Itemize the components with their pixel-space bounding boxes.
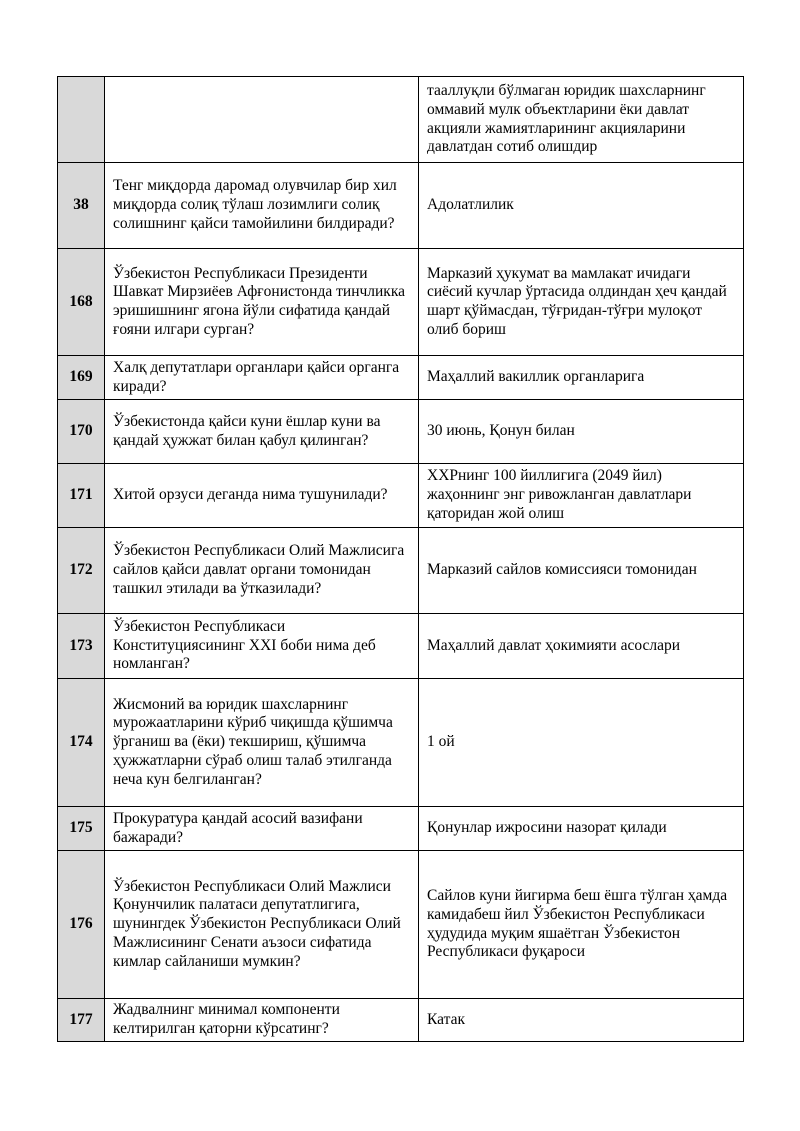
answer-cell: ХХРнинг 100 йиллигига (2049 йил) жаҳоннинг энг ривожланган давлатлари қаторидан жой олиш xyxy=(419,464,744,528)
row-number: 38 xyxy=(58,163,105,249)
question-cell: Халқ депутатлари органлари қайси органга киради? xyxy=(105,356,419,400)
row-number: 174 xyxy=(58,679,105,807)
question-cell: Жисмоний ва юридик шахсларнинг мурожаатларини кўриб чиқишда қўшимча ўрганиш ва (ёки) текшириш, қўшимча ҳужжатларни сўраб олиш талаб этилганда неча кун белгиланган? xyxy=(105,679,419,807)
row-number: 168 xyxy=(58,249,105,356)
answer-cell: тааллуқли бўлмаган юридик шахсларнинг оммавий мулк объектларини ёки давлат акцияли жамиятларининг акцияларини давлатдан сотиб олишдир xyxy=(419,77,744,163)
qa-table xyxy=(57,76,744,1042)
answer-cell: Маҳаллий давлат ҳокимияти асослари xyxy=(419,614,744,679)
row-number: 176 xyxy=(58,851,105,999)
question-cell: Ўзбекистон Республикаси Олий Мажлисига сайлов қайси давлат органи томонидан ташкил этилади ва ўтказилади? xyxy=(105,528,419,614)
row-number: 177 xyxy=(58,999,105,1042)
row-number: 169 xyxy=(58,356,105,400)
answer-cell: Адолатлилик xyxy=(419,163,744,249)
answer-cell: Сайлов куни йигирма беш ёшга тўлган ҳамда камидабеш йил Ўзбекистон Республикаси ҳудудида муқим яшаётган Ўзбекистон Республикаси фуқароси xyxy=(419,851,744,999)
question-cell: Ўзбекистонда қайси куни ёшлар куни ва қандай ҳужжат билан қабул қилинган? xyxy=(105,400,419,464)
row-number xyxy=(58,77,105,163)
answer-cell: Марказий ҳукумат ва мамлакат ичидаги сиёсий кучлар ўртасида олдиндан ҳеч қандай шарт қўймасдан, тўғридан-тўғри мулоқот олиб бориш xyxy=(419,249,744,356)
answer-cell: Марказий сайлов комиссияси томонидан xyxy=(419,528,744,614)
question-cell: Ўзбекистон Республикаси Президенти Шавкат Мирзиёев Афғонистонда тинчликка эришишнинг ягона йўли сифатида қандай ғояни илгари сурган? xyxy=(105,249,419,356)
row-number: 171 xyxy=(58,464,105,528)
table-row xyxy=(58,528,744,614)
table-row xyxy=(58,356,744,400)
table-row xyxy=(58,679,744,807)
question-cell xyxy=(105,77,419,163)
row-number: 172 xyxy=(58,528,105,614)
question-cell: Жадвалнинг минимал компоненти келтирилган қаторни кўрсатинг? xyxy=(105,999,419,1042)
answer-cell: Қонунлар ижросини назорат қилади xyxy=(419,807,744,851)
table-row xyxy=(58,999,744,1042)
table-row xyxy=(58,464,744,528)
answer-cell: Катак xyxy=(419,999,744,1042)
table-row xyxy=(58,400,744,464)
answer-cell: 30 июнь, Қонун билан xyxy=(419,400,744,464)
table-row xyxy=(58,614,744,679)
question-cell: Хитой орзуси деганда нима тушунилади? xyxy=(105,464,419,528)
answer-cell: Маҳаллий вакиллик органларига xyxy=(419,356,744,400)
question-cell: Ўзбекистон Республикаси Олий Мажлиси Қонунчилик палатаси депутатлигига, шунингдек Ўзбекистон Республикаси Олий Мажлисининг Сенати аъзоси сифатида кимлар сайланиши мумкин? xyxy=(105,851,419,999)
question-cell: Ўзбекистон Республикаси Конституциясининг XXI боби нима деб номланган? xyxy=(105,614,419,679)
row-number: 173 xyxy=(58,614,105,679)
table-row xyxy=(58,77,744,163)
table-row xyxy=(58,249,744,356)
table-row xyxy=(58,807,744,851)
answer-cell: 1 ой xyxy=(419,679,744,807)
row-number: 170 xyxy=(58,400,105,464)
question-cell: Тенг миқдорда даромад олувчилар бир хил миқдорда солиқ тўлаш лозимлиги солиқ солишнинг қайси тамойилини билдиради? xyxy=(105,163,419,249)
table-row xyxy=(58,851,744,999)
row-number: 175 xyxy=(58,807,105,851)
table-row xyxy=(58,163,744,249)
question-cell: Прокуратура қандай асосий вазифани бажаради? xyxy=(105,807,419,851)
